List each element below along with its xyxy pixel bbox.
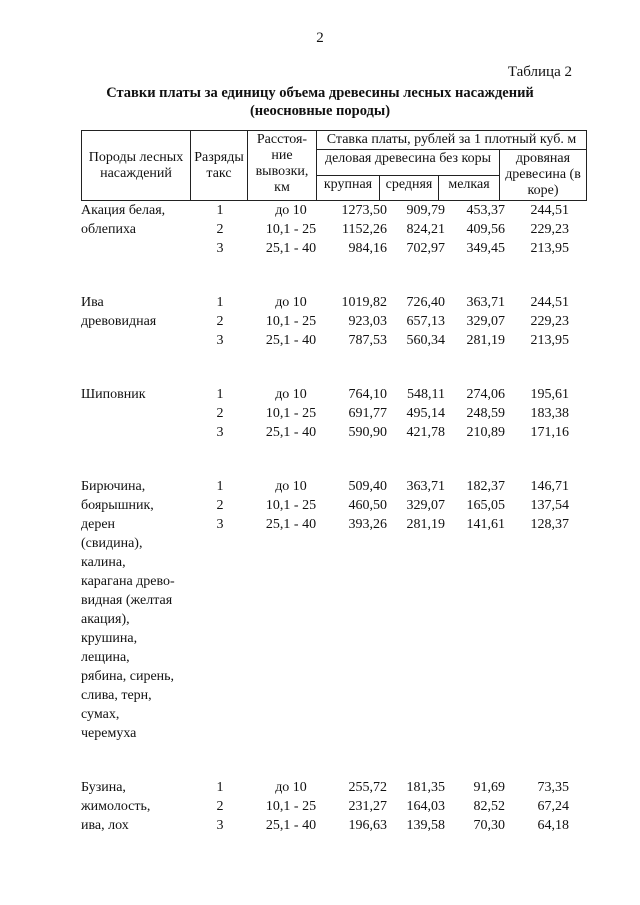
cell-medium: 181,35 <box>406 780 445 795</box>
cell-distance: 25,1 - 40 <box>265 241 317 256</box>
cell-rank: 3 <box>216 241 224 256</box>
cell-rank: 1 <box>216 387 224 402</box>
header-large: крупная <box>317 175 380 201</box>
cell-medium: 421,78 <box>406 425 445 440</box>
cell-firewood: 146,71 <box>530 479 569 494</box>
cell-rank: 1 <box>216 479 224 494</box>
cell-large: 1152,26 <box>342 222 387 237</box>
species-line: калина, <box>81 555 126 570</box>
species-cell <box>81 201 191 258</box>
cell-small: 70,30 <box>473 818 505 833</box>
cell-firewood: 183,38 <box>530 406 569 421</box>
table-label: Таблица 2 <box>507 64 572 80</box>
cell-distance: до 10 <box>275 203 307 218</box>
cell-firewood: 137,54 <box>530 498 569 513</box>
cell-distance: 25,1 - 40 <box>265 818 317 833</box>
cell-large: 787,53 <box>348 333 387 348</box>
table-title <box>0 84 640 120</box>
species-line: Бирючина, <box>81 479 146 494</box>
header-species: Породы лесных насаждений <box>82 131 191 201</box>
cell-medium: 495,14 <box>406 406 445 421</box>
cell-medium: 824,21 <box>406 222 445 237</box>
cell-medium: 363,71 <box>406 479 445 494</box>
species-line <box>81 331 191 350</box>
table-row <box>191 515 591 534</box>
table-row <box>191 404 591 423</box>
cell-small: 349,45 <box>466 241 505 256</box>
cell-rank: 1 <box>216 203 224 218</box>
species-line: рябина, сирень, <box>81 669 175 684</box>
header-rank: Разряды такс <box>191 131 248 201</box>
table-row <box>191 496 591 515</box>
cell-distance: 10,1 - 25 <box>265 222 317 237</box>
species-line: карагана древо- <box>81 574 175 589</box>
cell-small: 363,71 <box>466 295 505 310</box>
title-line-2: (неосновные породы) <box>249 103 391 119</box>
cell-large: 590,90 <box>348 425 387 440</box>
table-row <box>191 385 591 404</box>
cell-large: 393,26 <box>348 517 387 532</box>
cell-small: 82,52 <box>473 799 505 814</box>
species-line: Шиповник <box>81 387 146 402</box>
species-line: Акация белая, <box>81 203 166 218</box>
cell-medium: 909,79 <box>406 203 445 218</box>
cell-firewood: 213,95 <box>530 241 569 256</box>
cell-rank: 3 <box>216 517 224 532</box>
species-group <box>81 778 591 835</box>
cell-distance: 10,1 - 25 <box>265 498 317 513</box>
cell-large: 984,16 <box>348 241 387 256</box>
species-group <box>81 477 591 743</box>
cell-firewood: 229,23 <box>530 222 569 237</box>
cell-large: 1019,82 <box>341 295 387 310</box>
cell-distance: 10,1 - 25 <box>265 799 317 814</box>
cell-firewood: 73,35 <box>537 780 569 795</box>
cell-small: 281,19 <box>466 333 505 348</box>
table-header <box>81 130 587 201</box>
cell-distance: до 10 <box>275 387 307 402</box>
cell-distance: до 10 <box>275 295 307 310</box>
table-row <box>191 312 591 331</box>
cell-small: 182,37 <box>466 479 505 494</box>
cell-medium: 548,11 <box>407 387 445 402</box>
species-line: жимолость, <box>81 799 151 814</box>
cell-rank: 2 <box>216 498 224 513</box>
species-line: лещина, <box>81 650 130 665</box>
cell-firewood: 171,16 <box>530 425 569 440</box>
species-line: (свидина), <box>81 536 143 551</box>
cell-rank: 1 <box>216 295 224 310</box>
cell-large: 196,63 <box>348 818 387 833</box>
header-firewood: дровяная древесина (в коре) <box>500 150 587 201</box>
cell-large: 231,27 <box>348 799 387 814</box>
species-line: черемуха <box>81 726 137 741</box>
cell-medium: 281,19 <box>406 517 445 532</box>
table-row <box>191 220 591 239</box>
cell-small: 248,59 <box>466 406 505 421</box>
species-line: Ива <box>81 295 104 310</box>
cell-small: 274,06 <box>466 387 505 402</box>
species-line: видная (желтая <box>81 593 173 608</box>
cell-small: 165,05 <box>466 498 505 513</box>
cell-small: 141,61 <box>466 517 505 532</box>
cell-firewood: 64,18 <box>537 818 569 833</box>
cell-small: 409,56 <box>466 222 505 237</box>
species-line: дерен <box>81 517 116 532</box>
table-row <box>191 477 591 496</box>
cell-medium: 657,13 <box>406 314 445 329</box>
cell-distance: 25,1 - 40 <box>265 425 317 440</box>
table-row <box>191 423 591 442</box>
table-row <box>191 797 591 816</box>
cell-rank: 2 <box>216 406 224 421</box>
table-row <box>191 778 591 797</box>
cell-firewood: 128,37 <box>530 517 569 532</box>
cell-rank: 3 <box>216 425 224 440</box>
species-line <box>81 423 191 442</box>
species-group <box>81 385 591 442</box>
cell-rank: 3 <box>216 333 224 348</box>
header-business: деловая древесина без коры <box>317 150 500 176</box>
cell-large: 509,40 <box>348 479 387 494</box>
cell-small: 329,07 <box>466 314 505 329</box>
cell-firewood: 67,24 <box>537 799 569 814</box>
cell-firewood: 244,51 <box>530 295 569 310</box>
cell-small: 91,69 <box>473 780 505 795</box>
cell-medium: 139,58 <box>406 818 445 833</box>
cell-rank: 2 <box>216 222 224 237</box>
cell-distance: до 10 <box>275 479 307 494</box>
species-group <box>81 201 591 258</box>
header-small: мелкая <box>439 175 500 201</box>
table-row <box>191 239 591 258</box>
header-medium: средняя <box>380 175 439 201</box>
cell-large: 923,03 <box>348 314 387 329</box>
species-line: ива, лох <box>81 818 129 833</box>
species-line <box>81 239 191 258</box>
species-cell <box>81 293 191 350</box>
cell-small: 210,89 <box>466 425 505 440</box>
species-line: боярышник, <box>81 498 154 513</box>
cell-firewood: 195,61 <box>530 387 569 402</box>
cell-medium: 560,34 <box>406 333 445 348</box>
species-line: слива, терн, <box>81 688 152 703</box>
cell-rank: 2 <box>216 799 224 814</box>
species-line: крушина, <box>81 631 138 646</box>
cell-medium: 329,07 <box>406 498 445 513</box>
cell-large: 1273,50 <box>341 203 387 218</box>
cell-rank: 1 <box>216 780 224 795</box>
table-body <box>81 201 591 870</box>
cell-medium: 726,40 <box>406 295 445 310</box>
cell-distance: до 10 <box>275 780 307 795</box>
table-row <box>191 293 591 312</box>
species-line <box>81 404 191 423</box>
cell-large: 460,50 <box>348 498 387 513</box>
cell-large: 764,10 <box>348 387 387 402</box>
cell-firewood: 244,51 <box>530 203 569 218</box>
header-rate: Ставка платы, рублей за 1 плотный куб. м <box>317 131 587 150</box>
cell-rank: 2 <box>216 314 224 329</box>
species-cell <box>81 778 191 835</box>
cell-firewood: 213,95 <box>530 333 569 348</box>
table-row <box>191 201 591 220</box>
table-row <box>191 816 591 835</box>
species-cell <box>81 477 191 743</box>
cell-distance: 10,1 - 25 <box>265 406 317 421</box>
table-row <box>191 331 591 350</box>
species-group <box>81 293 591 350</box>
species-line: сумах, <box>81 707 120 722</box>
species-line: акация), <box>81 612 130 627</box>
cell-firewood: 229,23 <box>530 314 569 329</box>
species-line: облепиха <box>81 222 136 237</box>
title-line-1: Ставки платы за единицу объема древесины лесных насаждений <box>106 85 534 101</box>
species-cell <box>81 385 191 442</box>
cell-distance: 25,1 - 40 <box>265 333 317 348</box>
cell-large: 255,72 <box>348 780 387 795</box>
cell-small: 453,37 <box>466 203 505 218</box>
cell-rank: 3 <box>216 818 224 833</box>
page-number: 2 <box>316 30 324 46</box>
cell-distance: 25,1 - 40 <box>265 517 317 532</box>
species-line: древовидная <box>81 314 157 329</box>
species-line: Бузина, <box>81 780 126 795</box>
cell-large: 691,77 <box>348 406 387 421</box>
cell-medium: 164,03 <box>406 799 445 814</box>
cell-medium: 702,97 <box>406 241 445 256</box>
cell-distance: 10,1 - 25 <box>265 314 317 329</box>
header-distance: Расстоя-ние вывозки, км <box>248 131 317 201</box>
